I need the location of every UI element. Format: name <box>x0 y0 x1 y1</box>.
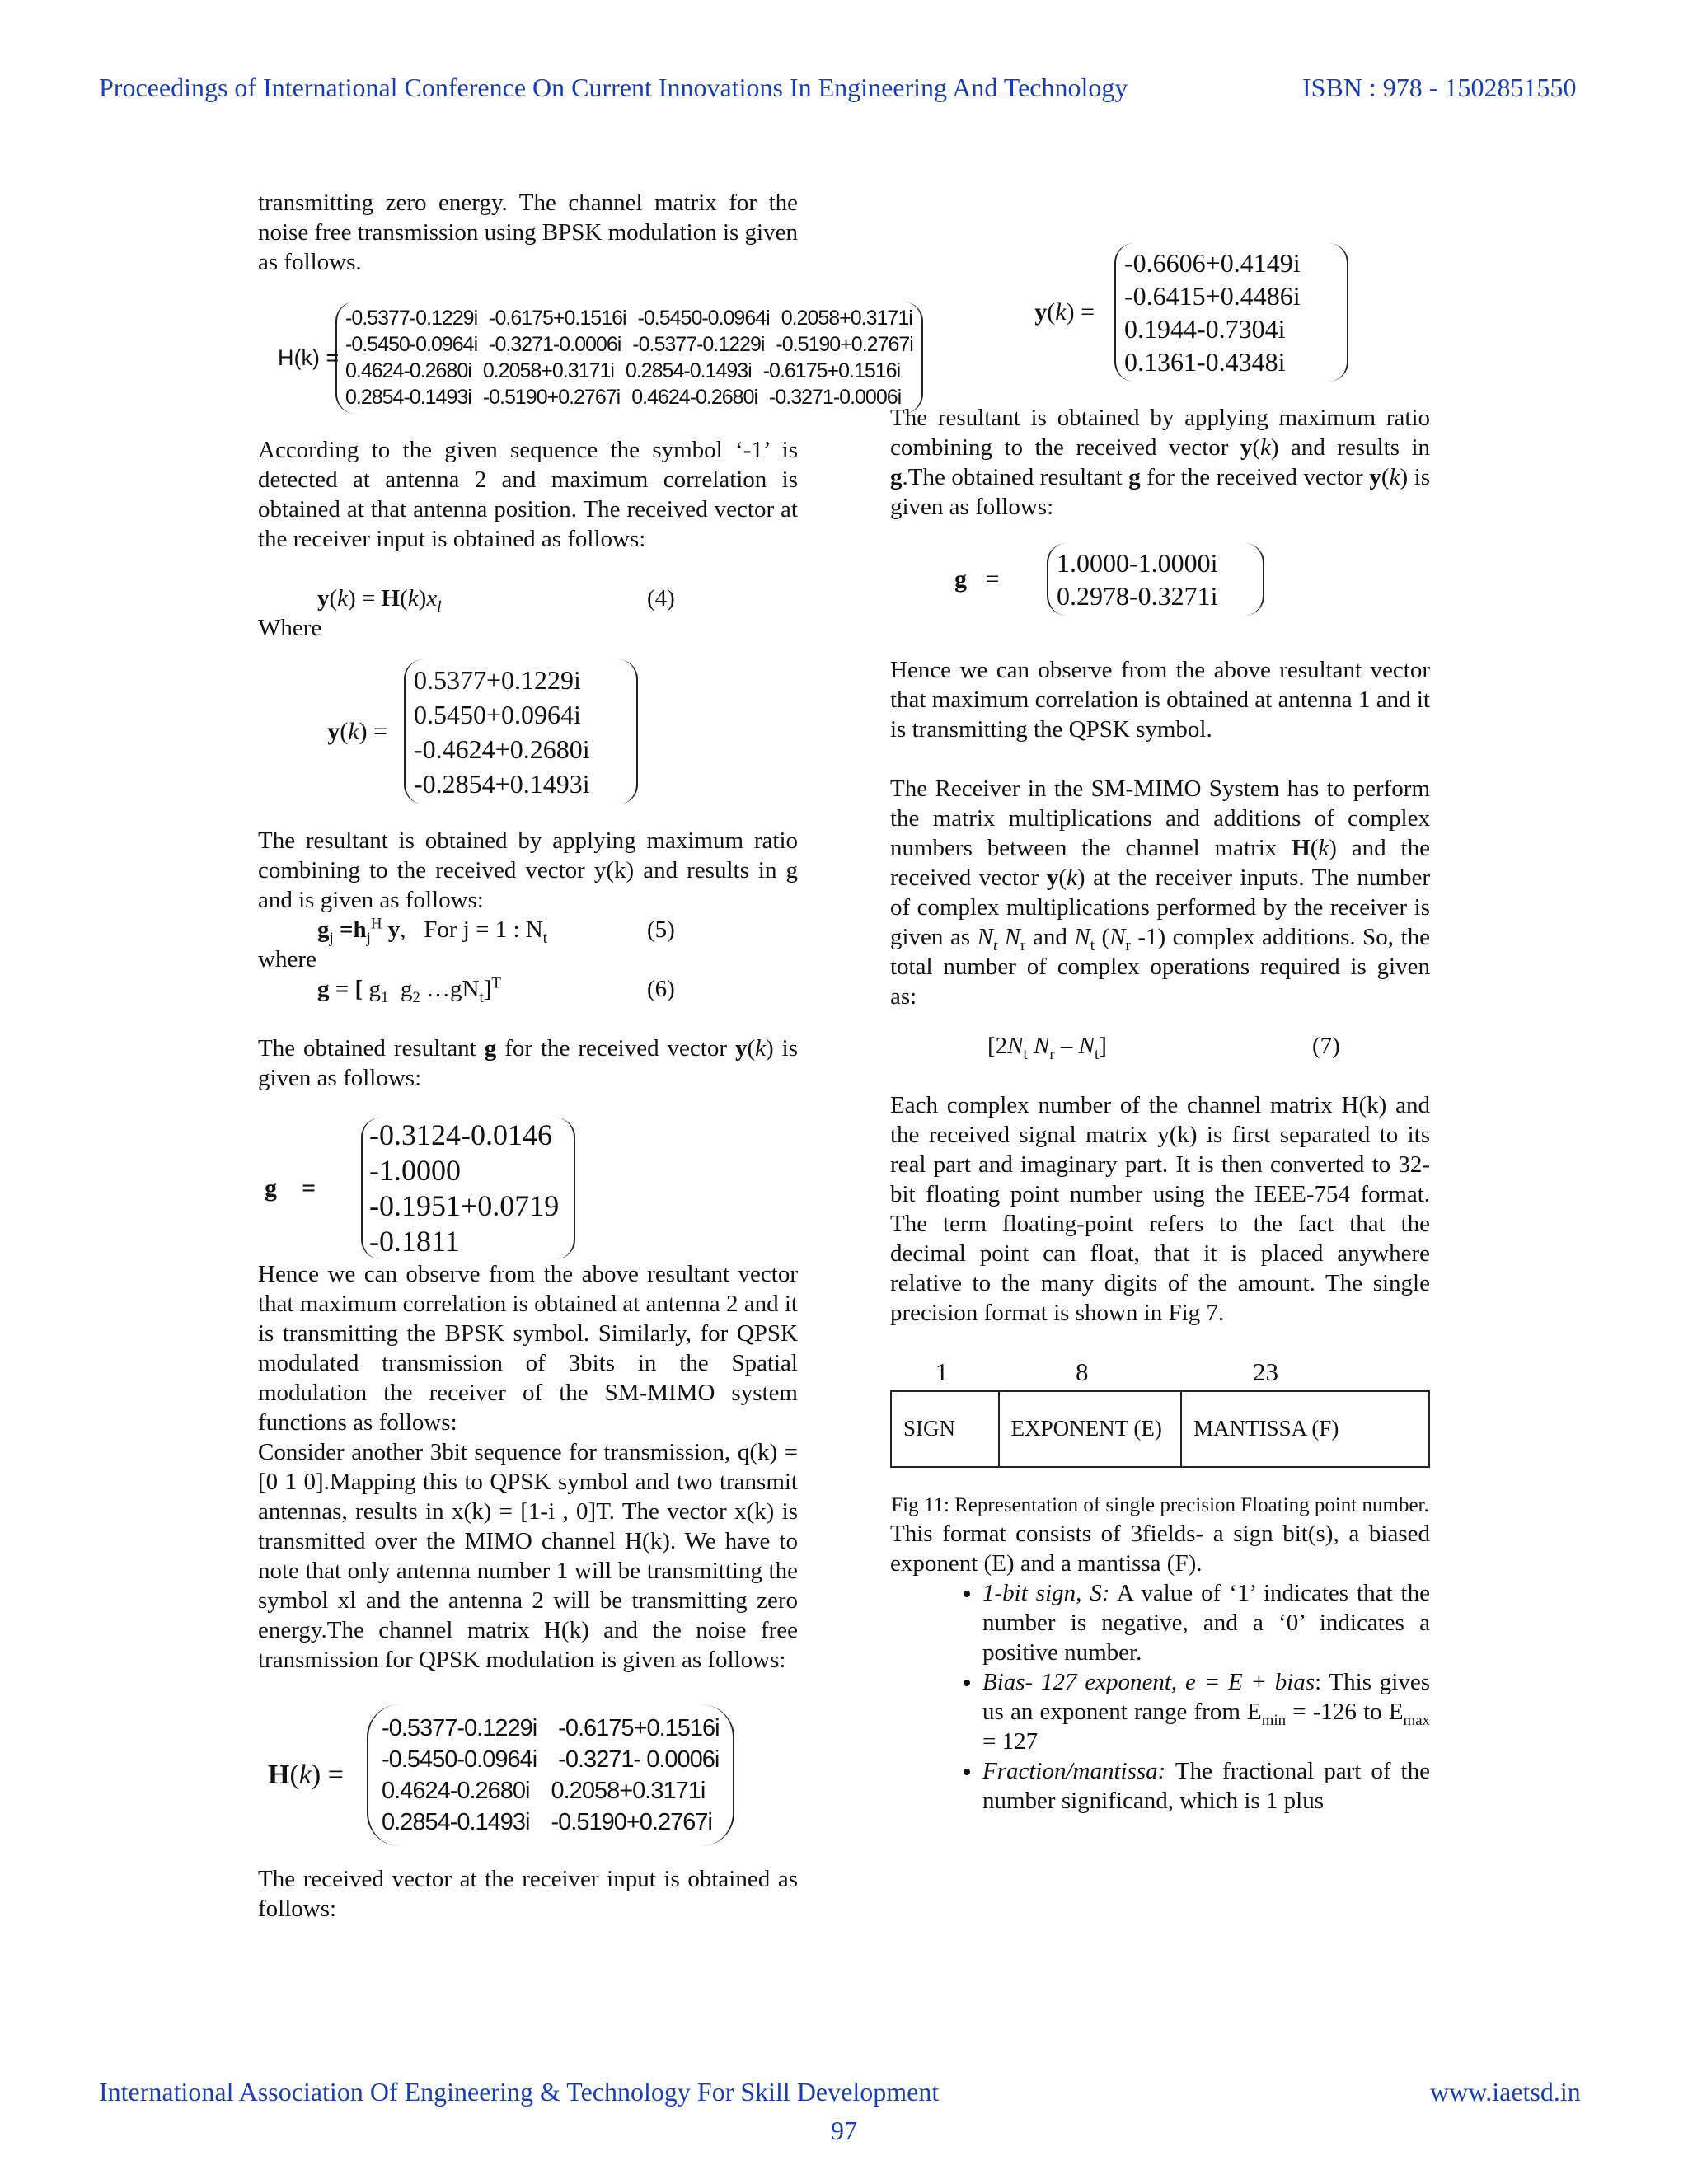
matrix-row <box>345 331 913 358</box>
matrix-cell: -0.3271-0.0006i <box>489 333 621 356</box>
matrix-cell: -0.6175+0.1516i <box>762 359 901 382</box>
paragraph: The obtained resultant g for the received vector y(k) is given as follows: <box>258 1035 799 1091</box>
equation-6: g = [ $g_1$ $g_2$ $\dots gN_t]^T$ (6) <box>317 974 675 1006</box>
matrix-label: H(k) = <box>268 1760 344 1790</box>
paragraph: Consider another 3bit sequence for transmission, q(k) = [0 1 0].Mapping this to QPSK symbol and two transmit antennas, results in x(k) = [1-i , 0]T. The vector x(k) is transmitted over the MIMO channel H(k). We have to note that only antenna number 1 will be transmitting the symbol xl and the antenna 2 will be transmitting zero energy.The channel matrix H(k) and the noise free transmission for QPSK modulation is given as follows: <box>258 1439 798 1673</box>
where-label: where <box>258 946 316 972</box>
paragraph: The received vector at the receiver input is obtained as follows: <box>258 1866 798 1922</box>
vector-entry: -0.2854+0.1493i <box>414 769 590 799</box>
resultant-g-bpsk <box>258 1118 798 1259</box>
channel-matrix-bpsk <box>258 302 913 414</box>
matrix-row <box>345 358 913 384</box>
sign-field: SIGN <box>891 1391 999 1467</box>
vector-label: g = <box>954 565 1000 593</box>
matrix-row <box>345 305 913 331</box>
paragraph: The resultant is obtained by applying maximum ratio combining to the received vector y(k) and results in g and is given as follows: <box>258 827 798 913</box>
equation-number: (5) <box>647 916 675 943</box>
list-item: • Bias- 127 exponent, e = E + bias: This gives us an exponent range from $E_{min} = -126$ to $E_{max} = 127$ <box>982 1667 1430 1756</box>
matrix-cell: 0.2058+0.3171i <box>551 1778 706 1804</box>
matrix-row <box>382 1807 720 1838</box>
received-vector-qpsk <box>890 243 1430 382</box>
header-conference-title: Proceedings of International Conference On Current Innovations In Engineering And Technology <box>99 73 1128 102</box>
figure-caption: Fig 11: Representation of single precision Floating point number. <box>891 1494 1429 1516</box>
equation-number: (7) <box>1312 1033 1340 1059</box>
matrix-cell: -0.5450-0.0964i <box>637 307 770 330</box>
matrix-row <box>382 1744 720 1775</box>
matrix-row <box>382 1713 720 1744</box>
vector-entry: -0.6415+0.4486i <box>1124 281 1301 311</box>
footer-website[interactable]: www.iaetsd.in <box>1430 2077 1581 2107</box>
sign-bits: 1 <box>935 1357 949 1386</box>
matrix-cell: -0.5377-0.1229i <box>345 307 478 330</box>
footer-association: International Association Of Engineering & Technology For Skill Development <box>99 2077 940 2107</box>
channel-matrix-qpsk <box>258 1704 798 1846</box>
vector-body <box>1047 543 1264 616</box>
paragraph: The resultant is obtained by applying maximum ratio combining to the received vector y(k) and results in g.The obtained resultant g for the received vector y(k) is given as follows: <box>890 405 1431 520</box>
vector-entry: -0.3124-0.0146 <box>369 1118 552 1151</box>
matrix-cell: 0.2854-0.1493i <box>382 1809 530 1835</box>
received-vector-bpsk <box>258 659 798 804</box>
matrix-cell: -0.5190+0.2767i <box>551 1809 712 1835</box>
matrix-body <box>335 302 923 414</box>
equation-4: $y(k) = H(k)x_l$ (4) <box>317 585 675 616</box>
paragraph: Each complex number of the channel matrix H(k) and the received signal matrix y(k) is first separated to its real part and imaginary part. It is then converted to 32-bit floating point number using the IEEE-754 format. The term floating-point refers to the fact that the decimal point can float, that it is placed anywhere relative to the many digits of the amount. The single precision format is shown in Fig 7. <box>890 1092 1430 1326</box>
left-column <box>258 188 913 1924</box>
vector-body <box>361 1118 575 1259</box>
matrix-cell: 0.4624-0.2680i <box>382 1778 530 1804</box>
matrix-cell: -0.5450-0.0964i <box>345 333 478 356</box>
matrix-row <box>345 384 913 410</box>
list-item: • Fraction/mantissa: The fractional part of the number significand, which is 1 plus <box>982 1756 1430 1816</box>
float-format-table <box>890 1390 1430 1468</box>
paragraph: According to the given sequence the symbol ‘-1’ is detected at antenna 2 and maximum correlation is obtained at that antenna position. The received vector at the receiver input is obtained as follows: <box>258 437 798 552</box>
list-item: • 1-bit sign, S: A value of ‘1’ indicates that the number is negative, and a ‘0’ indicates a positive number. <box>982 1578 1430 1667</box>
matrix-cell: 0.2854-0.1493i <box>625 359 752 382</box>
page-number: 97 <box>831 2116 857 2145</box>
matrix-cell: 0.4624-0.2680i <box>345 359 471 382</box>
vector-entry: -0.6606+0.4149i <box>1124 248 1301 278</box>
paragraph: This format consists of 3fields- a sign bit(s), a biased exponent (E) and a mantissa (F). <box>890 1521 1430 1577</box>
vector-entry: 0.5377+0.1229i <box>414 665 581 695</box>
matrix-label: H(k) = <box>278 345 340 370</box>
right-column <box>890 243 1430 1816</box>
matrix-row <box>382 1775 720 1807</box>
equation-5: $g_j =h_j^H$ y, For j = 1 : $N_t$ (5) <box>317 915 675 947</box>
matrix-cell: -0.6175+0.1516i <box>489 307 626 330</box>
vector-entry: 0.2978-0.3271i <box>1057 581 1218 611</box>
vector-entry: 0.1361-0.4348i <box>1124 347 1286 377</box>
bullet-list <box>890 1578 1430 1816</box>
paragraph: Hence we can observe from the above resultant vector that maximum correlation is obtained at antenna 2 and it is transmitting the BPSK symbol. Similarly, for QPSK modulated transmission of 3bits in the Spatial modulation the receiver of the SM-MIMO system functions as follows: <box>258 1261 798 1436</box>
matrix-cell: -0.5190+0.2767i <box>482 386 621 409</box>
matrix-cell: -0.6175+0.1516i <box>558 1715 720 1741</box>
matrix-cell: 0.2058+0.3171i <box>781 307 912 330</box>
vector-body <box>404 659 638 804</box>
matrix-body <box>367 1704 734 1846</box>
matrix-cell: -0.5450-0.0964i <box>382 1746 537 1773</box>
matrix-cell: -0.5377-0.1229i <box>632 333 765 356</box>
vector-entry: 1.0000-1.0000i <box>1057 548 1218 578</box>
matrix-cell: 0.2854-0.1493i <box>345 386 471 409</box>
vector-label: g = <box>265 1174 316 1202</box>
vector-entry: -0.1951+0.0719 <box>369 1189 560 1222</box>
vector-label: y(k) = <box>1034 298 1095 326</box>
paragraph: The Receiver in the SM-MIMO System has to perform the matrix multiplications and additions of complex numbers between the channel matrix H(k) and the received vector y(k) at the receiver inputs. The number of complex multiplications performed by the receiver is given as $N_t$ $N_r$ and $N_t$ ($N_r$ -1) complex additions. So, the total number of complex operations required is given as: <box>890 776 1431 1010</box>
bit-widths <box>890 1357 1430 1390</box>
equation-number: (4) <box>647 585 675 612</box>
matrix-cell: -0.3271- 0.0006i <box>558 1746 720 1773</box>
equation-number: (6) <box>647 976 675 1002</box>
vector-entry: -1.0000 <box>369 1154 461 1187</box>
mantissa-field: MANTISSA (F) <box>1181 1391 1429 1467</box>
header-isbn: ISBN : 978 - 1502851550 <box>1302 73 1577 102</box>
paragraph: transmitting zero energy. The channel matrix for the noise free transmission using BPSK modulation is given as follows. <box>258 190 798 275</box>
vector-entry: 0.1944-0.7304i <box>1124 314 1286 344</box>
vector-entry: -0.4624+0.2680i <box>414 734 590 764</box>
vector-label: y(k) = <box>327 718 387 745</box>
matrix-cell: -0.5190+0.2767i <box>776 333 913 356</box>
exponent-bits: 8 <box>1076 1357 1089 1386</box>
equation-7: [$2N_t$ $N_r - N_t$] (7) <box>987 1033 1340 1063</box>
exponent-field: EXPONENT (E) <box>999 1391 1182 1467</box>
matrix-cell: -0.5377-0.1229i <box>382 1715 537 1741</box>
matrix-cell: 0.2058+0.3171i <box>482 359 614 382</box>
vector-entry: -0.1811 <box>369 1225 460 1258</box>
mantissa-bits: 23 <box>1253 1357 1278 1386</box>
resultant-g-qpsk <box>890 543 1430 616</box>
matrix-cell: -0.3271-0.0006i <box>769 386 902 409</box>
where-label: Where <box>258 615 322 641</box>
paragraph: Hence we can observe from the above resultant vector that maximum correlation is obtained at antenna 1 and it is transmitting the QPSK symbol. <box>890 657 1430 743</box>
vector-entry: 0.5450+0.0964i <box>414 700 581 729</box>
matrix-cell: 0.4624-0.2680i <box>631 386 758 409</box>
vector-body <box>1114 243 1348 382</box>
